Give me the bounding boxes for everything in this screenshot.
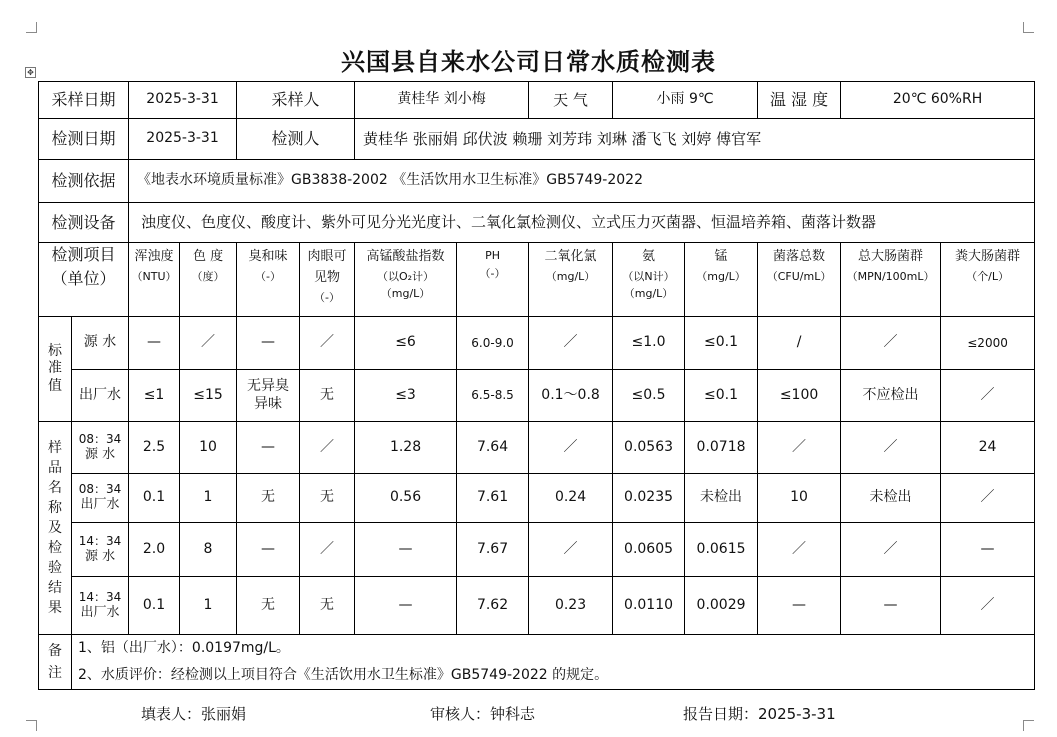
corner-mark-bottom-left bbox=[26, 720, 37, 731]
sample-name: 源 水 bbox=[84, 548, 116, 564]
result-cell[interactable]: 未检出 bbox=[685, 474, 758, 523]
result-cell[interactable]: ／ bbox=[529, 422, 613, 474]
standard-cell[interactable]: ≤6 bbox=[355, 317, 457, 370]
result-cell[interactable]: 2.5 bbox=[129, 422, 180, 474]
standard-cell[interactable]: 6.5-8.5 bbox=[457, 370, 529, 422]
header-color-name: 色 度 bbox=[192, 249, 224, 264]
test-date-value[interactable]: 2025-3-31 bbox=[129, 119, 237, 160]
result-cell[interactable]: 0.0718 bbox=[685, 422, 758, 474]
sample-name-cell bbox=[72, 523, 129, 577]
header-ph bbox=[457, 243, 529, 317]
standard-cell[interactable]: ／ bbox=[529, 317, 613, 370]
header-chlorine-dioxide-unit: （mg/L） bbox=[545, 269, 596, 283]
samples-label-char: 称 bbox=[48, 500, 62, 516]
standard-cell[interactable]: ≤0.1 bbox=[685, 370, 758, 422]
standard-cell[interactable]: ／ bbox=[180, 317, 237, 370]
header-odor bbox=[237, 243, 300, 317]
standard-source-row bbox=[39, 317, 1035, 370]
sample-row bbox=[39, 474, 1035, 523]
result-cell[interactable]: — bbox=[355, 523, 457, 577]
result-cell[interactable]: 7.64 bbox=[457, 422, 529, 474]
result-cell[interactable]: 0.56 bbox=[355, 474, 457, 523]
sample-name-cell bbox=[72, 577, 129, 635]
result-cell[interactable]: — bbox=[841, 577, 941, 635]
sample-name-cell bbox=[72, 422, 129, 474]
header-visible-matter-unit: （-） bbox=[314, 290, 341, 304]
water-quality-table bbox=[38, 81, 1035, 690]
weather-value[interactable]: 小雨 9℃ bbox=[613, 82, 758, 119]
basis-row bbox=[39, 160, 1035, 203]
notes-label-char: 备 bbox=[48, 643, 62, 659]
header-manganese-name: 锰 bbox=[714, 249, 728, 264]
header-permanganate-unit: （mg/L） bbox=[380, 287, 431, 301]
items-label-cell bbox=[39, 243, 129, 317]
result-cell[interactable]: 未检出 bbox=[841, 474, 941, 523]
sample-name: 源 水 bbox=[84, 446, 116, 462]
standard-cell[interactable]: ≤2000 bbox=[941, 317, 1035, 370]
result-cell[interactable]: ／ bbox=[758, 422, 841, 474]
result-cell[interactable]: 0.24 bbox=[529, 474, 613, 523]
header-permanganate-basis: （以O₂计） bbox=[376, 269, 435, 283]
header-ph-name: PH bbox=[485, 249, 500, 262]
standard-label-char: 值 bbox=[48, 377, 62, 394]
sample-row bbox=[39, 523, 1035, 577]
result-cell[interactable]: 10 bbox=[758, 474, 841, 523]
sample-time: 08：34 bbox=[78, 482, 122, 497]
notes-label bbox=[39, 635, 72, 690]
document-title: 兴国县自来水公司日常水质检测表 bbox=[341, 48, 716, 76]
equipment-label: 检测设备 bbox=[39, 203, 129, 243]
result-cell[interactable]: ／ bbox=[300, 422, 355, 474]
standard-label bbox=[39, 317, 72, 422]
header-ammonia-basis: （以N计） bbox=[622, 269, 675, 283]
samples-label-char: 果 bbox=[48, 600, 62, 616]
sample-time: 08：34 bbox=[78, 431, 122, 446]
result-cell[interactable]: 无 bbox=[300, 577, 355, 635]
result-cell[interactable]: ／ bbox=[758, 523, 841, 577]
samples-label-char: 结 bbox=[48, 580, 62, 596]
standard-cell[interactable]: ／ bbox=[941, 370, 1035, 422]
standard-cell[interactable]: — bbox=[129, 317, 180, 370]
header-odor-unit: （-） bbox=[255, 269, 281, 283]
samples-label-char: 样 bbox=[48, 440, 62, 456]
testers-value[interactable]: 黄桂华 张丽娟 邱伏波 赖珊 刘芳玮 刘琳 潘飞飞 刘婷 傅官军 bbox=[355, 119, 1035, 160]
corner-mark-bottom-right bbox=[1023, 720, 1034, 731]
equipment-value[interactable]: 浊度仪、色度仪、酸度计、紫外可见分光光度计、二氧化氯检测仪、立式压力灭菌器、恒温培养箱、菌落计数器 bbox=[129, 203, 1035, 243]
equipment-row bbox=[39, 203, 1035, 243]
standard-cell[interactable]: 不应检出 bbox=[841, 370, 941, 422]
footer-report-date: 报告日期：2025-3-31 bbox=[683, 705, 836, 723]
sample-date-value[interactable]: 2025-3-31 bbox=[129, 82, 237, 119]
notes-content[interactable] bbox=[72, 635, 1035, 690]
sample-row bbox=[39, 577, 1035, 635]
header-turbidity-unit: （NTU） bbox=[131, 269, 177, 283]
header-chlorine-dioxide bbox=[529, 243, 613, 317]
samples-label-char: 名 bbox=[48, 480, 62, 496]
notes-label-char: 注 bbox=[48, 665, 62, 681]
basis-value[interactable]: 《地表水环境质量标准》GB3838-2002 《生活饮用水卫生标准》GB5749-2022 bbox=[129, 160, 1035, 203]
test-date-label: 检测日期 bbox=[39, 119, 129, 160]
result-cell[interactable]: 0.0563 bbox=[613, 422, 685, 474]
items-label-line2: （单位） bbox=[51, 269, 116, 288]
result-cell[interactable]: 0.1 bbox=[129, 474, 180, 523]
standard-cell[interactable]: — bbox=[237, 317, 300, 370]
sample-time: 14：34 bbox=[78, 533, 122, 548]
header-fecal-coliform-unit: （个/L） bbox=[966, 269, 1009, 283]
result-cell[interactable]: — bbox=[355, 577, 457, 635]
result-cell[interactable]: 0.23 bbox=[529, 577, 613, 635]
standard-label-char: 准 bbox=[48, 360, 62, 377]
standard-cell[interactable]: ≤15 bbox=[180, 370, 237, 422]
sampler-label: 采样人 bbox=[237, 82, 355, 119]
result-cell[interactable]: 7.67 bbox=[457, 523, 529, 577]
testing-info-row bbox=[39, 119, 1035, 160]
result-cell[interactable]: 7.62 bbox=[457, 577, 529, 635]
humidity-value[interactable]: 20℃ 60%RH bbox=[841, 82, 1035, 119]
standard-cell[interactable]: ／ bbox=[300, 317, 355, 370]
standard-cell[interactable]: ≤0.5 bbox=[613, 370, 685, 422]
result-cell[interactable]: 10 bbox=[180, 422, 237, 474]
header-turbidity bbox=[129, 243, 180, 317]
samples-label-char: 及 bbox=[48, 520, 62, 536]
header-turbidity-name: 浑浊度 bbox=[134, 249, 174, 264]
sample-name: 出厂水 bbox=[80, 604, 120, 620]
text-cursor bbox=[1034, 423, 1035, 441]
corner-mark-top-right bbox=[1023, 22, 1034, 33]
header-ammonia-unit: （mg/L） bbox=[623, 287, 674, 301]
result-cell[interactable]: 2.0 bbox=[129, 523, 180, 577]
result-cell[interactable]: 0.0235 bbox=[613, 474, 685, 523]
standard-source-name: 源 水 bbox=[72, 317, 129, 370]
header-ph-unit: （-） bbox=[479, 266, 506, 280]
result-cell[interactable]: ／ bbox=[300, 523, 355, 577]
result-cell[interactable]: 无 bbox=[300, 474, 355, 523]
standard-cell[interactable]: / bbox=[758, 317, 841, 370]
header-ammonia-name: 氨 bbox=[642, 249, 656, 264]
note-line-1: 1、铝（出厂水）：0.0197mg/L。 bbox=[78, 640, 290, 656]
result-cell[interactable]: ／ bbox=[941, 474, 1035, 523]
result-cell[interactable]: ／ bbox=[941, 577, 1035, 635]
standard-cell[interactable]: 无 bbox=[300, 370, 355, 422]
result-cell[interactable]: ／ bbox=[841, 422, 941, 474]
standard-label-char: 标 bbox=[48, 342, 62, 359]
samples-label-char: 检 bbox=[48, 540, 62, 556]
items-header-row bbox=[39, 243, 1035, 317]
result-cell[interactable]: 1 bbox=[180, 577, 237, 635]
corner-mark-top-left bbox=[26, 22, 37, 33]
standard-cell[interactable]: ≤1.0 bbox=[613, 317, 685, 370]
basis-label: 检测依据 bbox=[39, 160, 129, 203]
header-visible-matter-line2: 见物 bbox=[314, 269, 341, 285]
header-fecal-coliform bbox=[941, 243, 1035, 317]
result-cell[interactable]: 8 bbox=[180, 523, 237, 577]
sample-name: 出厂水 bbox=[80, 497, 120, 513]
result-cell[interactable]: ／ bbox=[841, 523, 941, 577]
result-cell[interactable]: — bbox=[941, 523, 1035, 577]
header-colony-count-unit: （CFU/mL） bbox=[766, 269, 832, 283]
header-colony-count bbox=[758, 243, 841, 317]
header-manganese bbox=[685, 243, 758, 317]
standard-output-row bbox=[39, 370, 1035, 422]
result-cell[interactable]: 0.0029 bbox=[685, 577, 758, 635]
notes-row bbox=[39, 635, 1035, 690]
standard-cell[interactable]: ≤3 bbox=[355, 370, 457, 422]
result-cell[interactable]: — bbox=[758, 577, 841, 635]
items-label-line1: 检测项目 bbox=[51, 245, 116, 264]
sample-time: 14：34 bbox=[78, 589, 122, 604]
samples-label bbox=[39, 422, 72, 635]
sampling-info-row bbox=[39, 82, 1035, 119]
tester-label: 检测人 bbox=[237, 119, 355, 160]
humidity-label: 温 湿 度 bbox=[758, 82, 841, 119]
header-visible-matter bbox=[300, 243, 355, 317]
weather-label: 天 气 bbox=[529, 82, 613, 119]
header-total-coliform-name: 总大肠菌群 bbox=[858, 249, 924, 264]
table-move-handle-icon[interactable]: ✥ bbox=[25, 67, 36, 78]
standard-cell[interactable]: 6.0-9.0 bbox=[457, 317, 529, 370]
header-chlorine-dioxide-name: 二氧化氯 bbox=[544, 249, 597, 264]
result-cell[interactable]: ／ bbox=[529, 523, 613, 577]
header-visible-matter-line1: 肉眼可 bbox=[307, 249, 347, 264]
header-manganese-unit: （mg/L） bbox=[696, 269, 746, 283]
result-cell[interactable]: 无 bbox=[237, 474, 300, 523]
samples-label-char: 验 bbox=[48, 560, 62, 576]
header-total-coliform-unit: （MPN/100mL） bbox=[846, 269, 935, 283]
header-odor-name: 臭和味 bbox=[248, 249, 288, 264]
standard-cell[interactable]: 无异臭异味 bbox=[237, 370, 300, 422]
samples-label-char: 品 bbox=[48, 460, 62, 476]
header-total-coliform bbox=[841, 243, 941, 317]
result-cell[interactable]: 1 bbox=[180, 474, 237, 523]
result-cell[interactable]: 0.1 bbox=[129, 577, 180, 635]
sample-date-label: 采样日期 bbox=[39, 82, 129, 119]
header-fecal-coliform-name: 粪大肠菌群 bbox=[955, 249, 1021, 264]
sampler-value[interactable]: 黄桂华 刘小梅 bbox=[355, 82, 529, 119]
result-cell[interactable]: 24 bbox=[941, 422, 1035, 474]
result-cell[interactable]: 1.28 bbox=[355, 422, 457, 474]
result-cell[interactable]: 7.61 bbox=[457, 474, 529, 523]
standard-cell[interactable]: ≤1 bbox=[129, 370, 180, 422]
header-color-unit: （度） bbox=[191, 269, 225, 283]
result-cell[interactable]: 无 bbox=[237, 577, 300, 635]
header-colony-count-name: 菌落总数 bbox=[773, 249, 826, 264]
standard-cell[interactable]: ≤0.1 bbox=[685, 317, 758, 370]
standard-cell[interactable]: ／ bbox=[841, 317, 941, 370]
standard-output-name: 出厂水 bbox=[72, 370, 129, 422]
result-cell[interactable]: — bbox=[237, 422, 300, 474]
header-permanganate bbox=[355, 243, 457, 317]
result-cell[interactable]: 0.0605 bbox=[613, 523, 685, 577]
result-cell[interactable]: 0.0615 bbox=[685, 523, 758, 577]
result-cell[interactable]: 0.0110 bbox=[613, 577, 685, 635]
header-permanganate-name: 高锰酸盐指数 bbox=[366, 249, 445, 264]
footer-reviewer: 审核人：钟科志 bbox=[430, 705, 536, 723]
sample-name-cell bbox=[72, 474, 129, 523]
standard-cell[interactable]: 0.1～0.8 bbox=[529, 370, 613, 422]
sample-row bbox=[39, 422, 1035, 474]
header-color bbox=[180, 243, 237, 317]
standard-cell[interactable]: ≤100 bbox=[758, 370, 841, 422]
note-line-2: 2、水质评价：经检测以上项目符合《生活饮用水卫生标准》GB5749-2022 的规定。 bbox=[78, 667, 609, 683]
footer-filler: 填表人：张丽娟 bbox=[141, 705, 247, 723]
result-cell[interactable]: — bbox=[237, 523, 300, 577]
header-ammonia bbox=[613, 243, 685, 317]
